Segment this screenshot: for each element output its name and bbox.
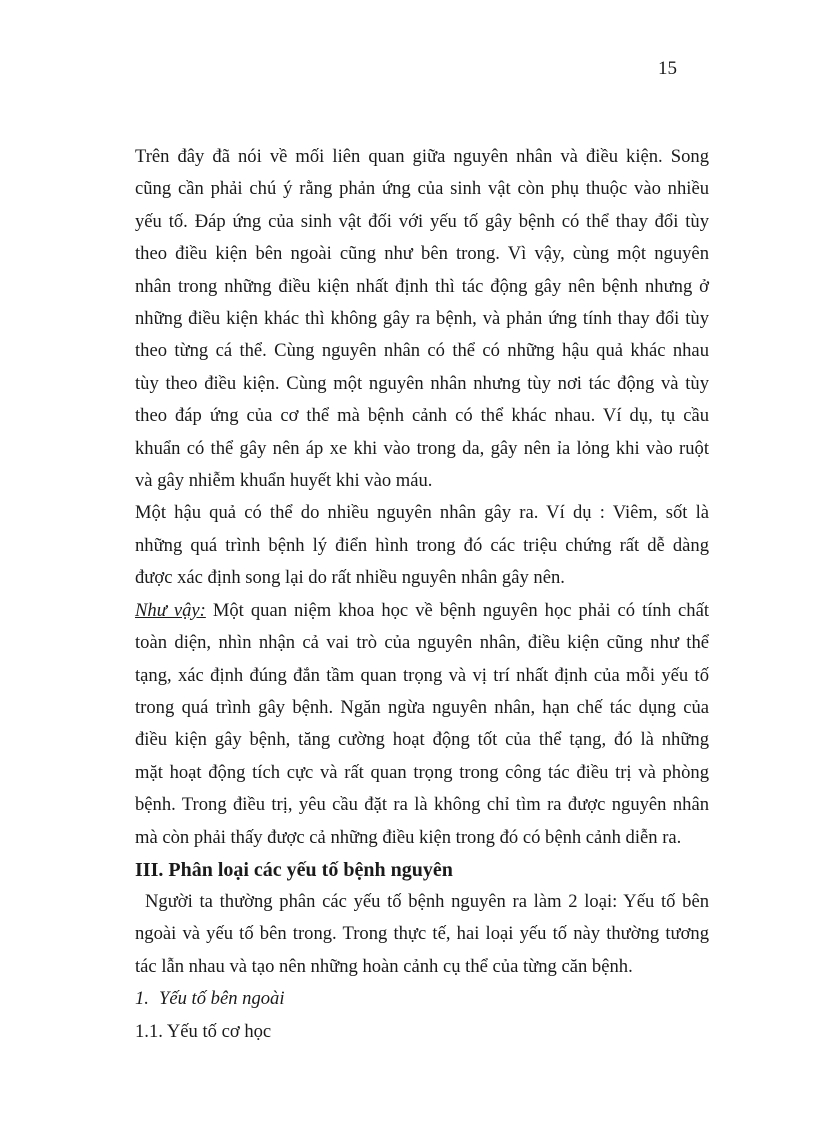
text-line: khuẩn có thể gây nên áp xe khi vào trong da, gây nên ỉa lỏng khi vào ruột bbox=[135, 437, 709, 459]
subsection-title: Yếu tố bên ngoài bbox=[159, 988, 285, 1010]
text-line: yếu tố. Đáp ứng của sinh vật đối với yếu tố gây bệnh có thể thay đổi tùy bbox=[135, 210, 709, 232]
conclusion-first-line: Một quan niệm khoa học về bệnh nguyên học phải có tính chất bbox=[205, 599, 709, 621]
text-line: tác lẫn nhau và tạo nên những hoàn cảnh cụ thể của từng căn bệnh. bbox=[135, 955, 633, 977]
text-line: Một hậu quả có thể do nhiều nguyên nhân gây ra. Ví dụ : Viêm, sốt là bbox=[135, 502, 709, 524]
text-line: toàn diện, nhìn nhận cả vai trò của nguyên nhân, điều kiện cũng như thể bbox=[135, 632, 709, 654]
text-line: Người ta thường phân các yếu tố bệnh nguyên ra làm 2 loại: Yếu tố bên bbox=[145, 890, 709, 912]
text-line: ngoài và yếu tố bên trong. Trong thực tế, hai loại yếu tố này thường tương bbox=[135, 923, 709, 945]
text-line: và gây nhiễm khuẩn huyết khi vào máu. bbox=[135, 470, 433, 492]
page-content bbox=[135, 141, 709, 1048]
conclusion-lead: Như vậy: bbox=[135, 599, 206, 621]
text-line: theo từng cá thể. Cùng nguyên nhân có thể có những hậu quả khác nhau bbox=[135, 340, 709, 362]
text-line: theo đáp ứng của cơ thể mà bệnh cảnh có thể khác nhau. Ví dụ, tụ cầu bbox=[135, 405, 709, 427]
paragraph-cause-and-condition bbox=[135, 141, 709, 497]
text-line: điều kiện gây bệnh, tăng cường hoạt động tốt của thể tạng, đó là những bbox=[135, 729, 709, 751]
text-line: mặt hoạt động tích cực và rất quan trọng trong công tác điều trị và phòng bbox=[135, 761, 709, 783]
subsubsection-heading: 1.1. Yếu tố cơ học bbox=[135, 1020, 272, 1042]
text-line: những điều kiện khác thì không gây ra bệnh, và phản ứng tính thay đổi tùy bbox=[135, 308, 709, 330]
paragraph-multiple-causes bbox=[135, 497, 709, 594]
text-line bbox=[135, 595, 709, 627]
text-line: những quá trình bệnh lý điển hình trong đó các triệu chứng rất dễ dàng bbox=[135, 534, 709, 556]
text-line: tạng, xác định đúng đắn tầm quan trọng và vị trí nhất định của mỗi yếu tố bbox=[135, 664, 709, 686]
text-line: nhân trong những điều kiện nhất định thì tác động gây nên bệnh nhưng ở bbox=[135, 275, 709, 297]
text-line: mà còn phải thấy được cả những điều kiện trong đó có bệnh cảnh diễn ra. bbox=[135, 826, 682, 848]
section-heading: III. Phân loại các yếu tố bệnh nguyên bbox=[135, 858, 453, 881]
text-line: Trên đây đã nói về mối liên quan giữa nguyên nhân và điều kiện. Song bbox=[135, 146, 709, 167]
text-line: bệnh. Trong điều trị, yêu cầu đặt ra là không chỉ tìm ra được nguyên nhân bbox=[135, 794, 709, 816]
text-line: cũng cần phải chú ý rằng phản ứng của sinh vật còn phụ thuộc vào nhiều bbox=[135, 178, 709, 200]
text-line: theo điều kiện bên ngoài cũng như bên trong. Vì vậy, cùng một nguyên bbox=[135, 243, 709, 265]
subsection-number: 1. bbox=[135, 988, 149, 1010]
text-line: trong quá trình gây bệnh. Ngăn ngừa nguyên nhân, hạn chế tác dụng của bbox=[135, 696, 709, 718]
text-line: tùy theo điều kiện. Cùng một nguyên nhân nhưng tùy nơi tác động và tùy bbox=[135, 372, 709, 394]
page-number: 15 bbox=[658, 58, 677, 79]
text-line: được xác định song lại do rất nhiều nguyên nhân gây nên. bbox=[135, 567, 565, 589]
subsection-heading bbox=[135, 983, 709, 1015]
paragraph-conclusion bbox=[135, 595, 709, 854]
paragraph-classification bbox=[135, 886, 709, 983]
